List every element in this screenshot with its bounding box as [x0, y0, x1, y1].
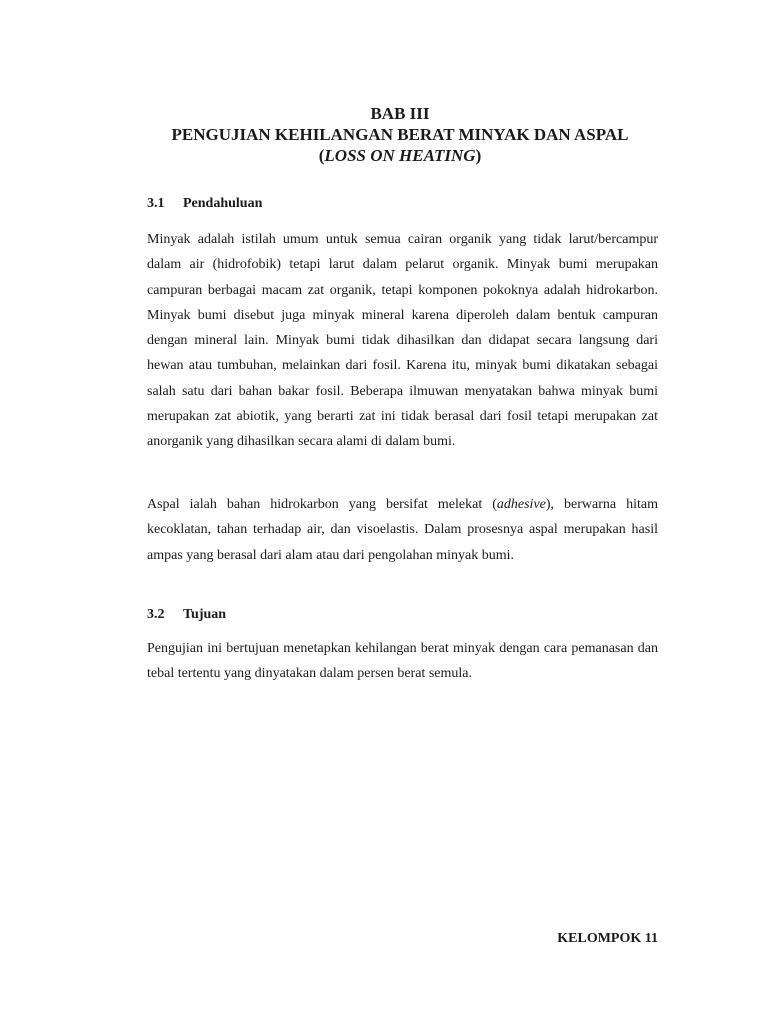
section-title: Tujuan [183, 607, 227, 622]
chapter-subtitle [0, 145, 768, 166]
section-title: Pendahuluan [183, 196, 263, 211]
chapter-number: BAB III [370, 104, 430, 123]
chapter-title: PENGUJIAN KEHILANGAN BERAT MINYAK DAN ASPAL [171, 125, 629, 144]
paragraph-minyak: Minyak adalah istilah umum untuk semua cairan organik yang tidak larut/bercampur dalam air (hidrofobik) tetapi larut dalam pelarut organik. Minyak bumi merupakan campuran berbagai macam zat organik, tetapi komponen pokoknya adalah hidrokarbon. Minyak bumi disebut juga minyak mineral karena diperoleh dalam bentuk campuran dengan mineral lain. Minyak bumi tidak dihasilkan dan didapat secara langsung dari hewan atau tumbuhan, melainkan dari fosil. Karena itu, minyak bumi dikatakan sebagai salah satu dari bahan bakar fosil. Beberapa ilmuwan menyatakan bahwa minyak bumi merupakan zat abiotik, yang berarti zat ini tidak berasal dari fosil tetapi merupakan zat anorganik yang dihasilkan secara alami di dalam bumi. [147, 232, 658, 450]
section-heading-tujuan [147, 607, 226, 623]
paragraph-aspal-part2: ), berwarna hitam kecoklatan, tahan terhadap air, dan visoelastis. Dalam prosesnya aspal merupakan hasil ampas yang berasal dari alam atau dari pengolahan minyak bumi. [147, 497, 658, 563]
subtitle-open-paren: ( [318, 146, 325, 165]
section-heading-pendahuluan [147, 196, 262, 212]
section-number: 3.1 [147, 196, 165, 211]
paragraph-aspal-italic: adhesive [496, 497, 546, 512]
section-number: 3.2 [147, 607, 165, 622]
footer-group-label: KELOMPOK 11 [557, 931, 658, 946]
paragraph-aspal-part1: Aspal ialah bahan hidrokarbon yang bersifat melekat ( [147, 497, 497, 512]
paragraph-aspal [147, 492, 658, 568]
subtitle-close-paren: ) [475, 146, 482, 165]
subtitle-italic-text: LOSS ON HEATING [324, 146, 476, 165]
paragraph-tujuan: Pengujian ini bertujuan menetapkan kehilangan berat minyak dengan cara pemanasan dan tebal tertentu yang dinyatakan dalam persen berat semula. [147, 641, 658, 682]
